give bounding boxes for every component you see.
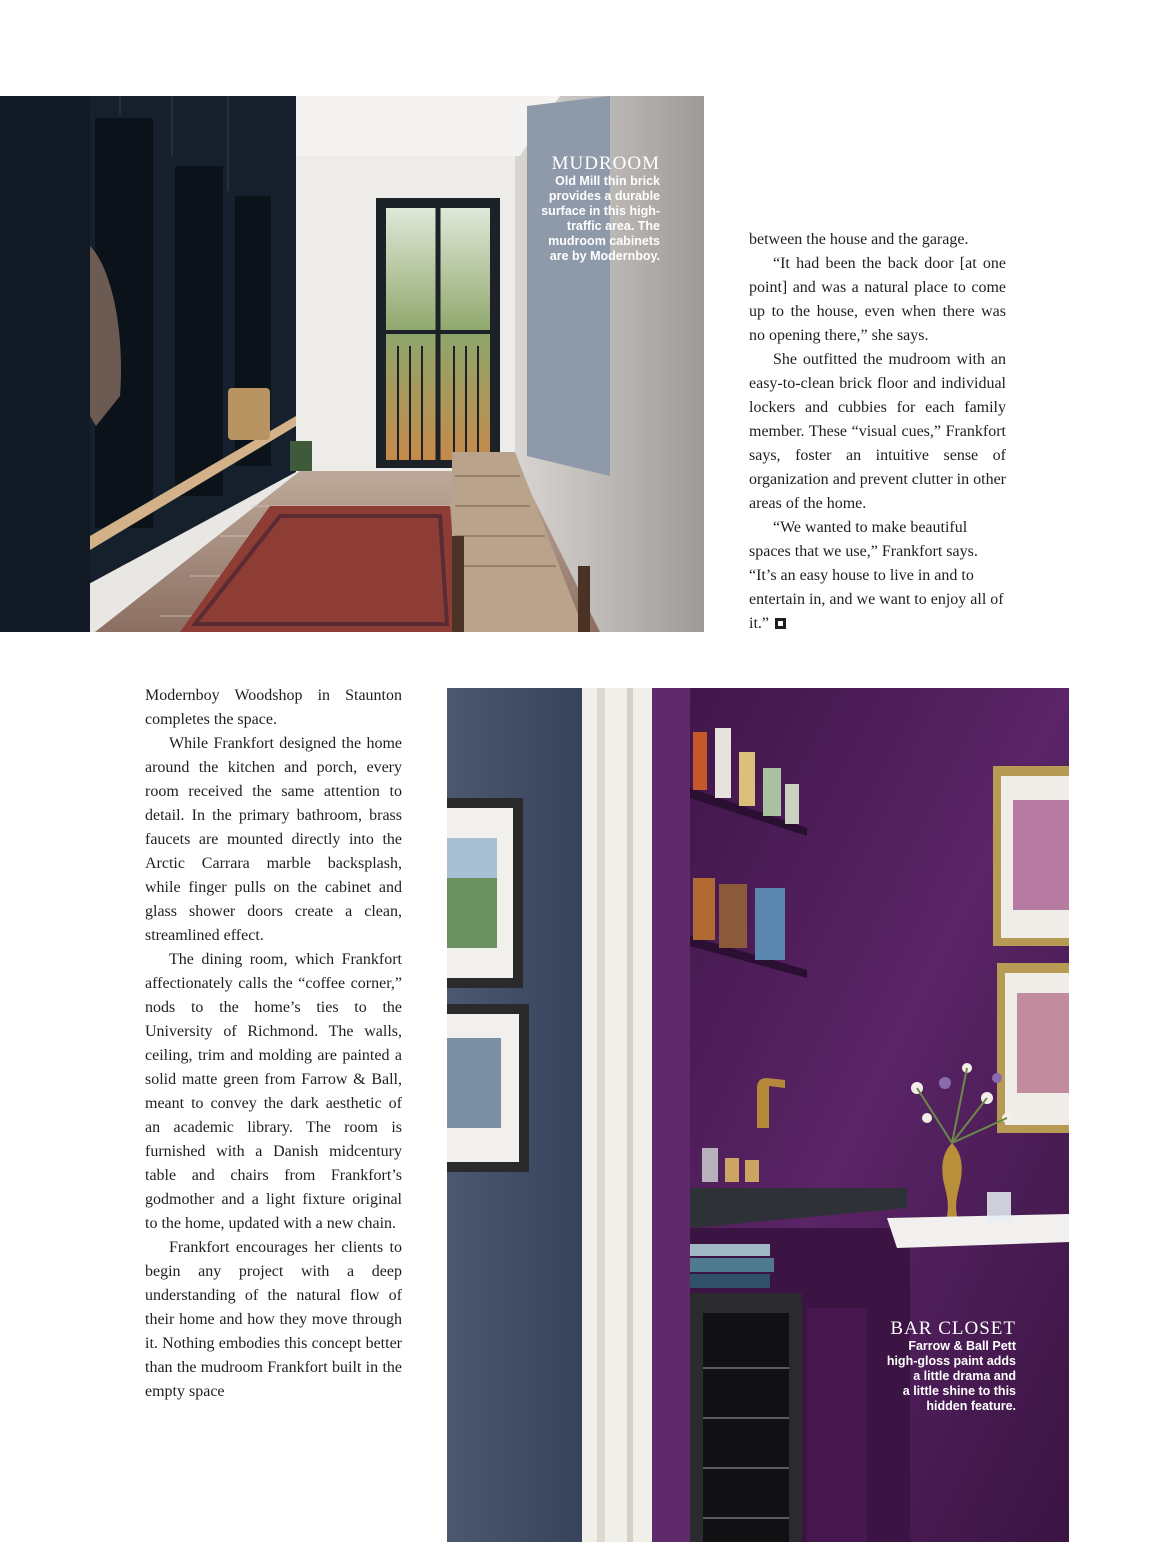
mudroom-caption-title: MUDROOM xyxy=(551,153,660,174)
mudroom-caption-line: mudroom cabinets xyxy=(548,234,660,248)
body-paragraph: Modernboy Woodshop in Staunton completes the space. xyxy=(145,687,402,728)
mudroom-caption-text xyxy=(541,174,660,264)
bar-closet-caption xyxy=(887,1319,1016,1414)
body-paragraph-last xyxy=(749,516,1006,636)
bar-closet-caption-text xyxy=(887,1339,1016,1414)
mudroom-caption-line: provides a durable xyxy=(548,189,660,203)
mudroom-caption-line: surface in this high- xyxy=(541,204,660,218)
body-paragraph: She outfitted the mudroom with an easy-to-clean brick floor and individual lockers and cubbies for each family member. These “visual cues,” Frankfort says, foster an intuitive sense of organization and prevent clutter in other areas of the home. xyxy=(749,351,1006,512)
right-text-column xyxy=(749,228,1006,636)
mudroom-caption-line: Old Mill thin brick xyxy=(555,174,660,188)
body-paragraph: “It had been the back door [at one point] and was a natural place to come up to the house, even when there was no opening there,” she says. xyxy=(749,255,1006,344)
mudroom-photo xyxy=(0,96,704,632)
closing-quote: “We wanted to make beautiful spaces that we use,” Frankfort says. “It’s an easy house to live in and to entertain in, and we want to enjoy all of it.” xyxy=(749,519,1004,632)
bar-closet-caption-title: BAR CLOSET xyxy=(890,1318,1016,1339)
left-text-column xyxy=(145,684,402,1404)
body-paragraph: While Frankfort designed the home around the kitchen and porch, every room received the same attention to detail. In the primary bathroom, brass faucets are mounted directly into the Arctic Carrara marble backsplash, while finger pulls on the cabinet and glass shower doors create a clean, streamlined effect. xyxy=(145,735,402,944)
mudroom-caption xyxy=(541,154,660,264)
bar-closet-photo xyxy=(447,688,1069,1542)
bar-closet-caption-line: Farrow & Ball Pett xyxy=(908,1339,1016,1353)
bar-closet-caption-line: hidden feature. xyxy=(926,1399,1016,1413)
body-paragraph: Frankfort encourages her clients to begin any project with a deep understanding of the natural flow of their home and how they move through it. Nothing embodies this concept better than the mudroom Frankfort built in the empty space xyxy=(145,1239,402,1400)
bar-closet-caption-line: high-gloss paint adds xyxy=(886,1354,1016,1368)
bar-closet-caption-line: a little drama and xyxy=(913,1369,1016,1383)
end-mark-icon xyxy=(775,618,786,629)
bar-closet-caption-line: a little shine to this xyxy=(902,1384,1016,1398)
mudroom-caption-line: are by Modernboy. xyxy=(549,249,660,263)
body-paragraph: between the house and the garage. xyxy=(749,231,969,248)
body-paragraph: The dining room, which Frankfort affectionately calls the “coffee corner,” nods to the home’s ties to the University of Richmond. The walls, ceiling, trim and molding are painted a solid matte green from Farrow & Ball, meant to convey the dark aesthetic of an academic library. The room is furnished with a Danish midcentury table and chairs from Frankfort’s godmother and a light fixture original to the home, updated with a new chain. xyxy=(145,951,402,1232)
mudroom-caption-line: traffic area. The xyxy=(566,219,660,233)
